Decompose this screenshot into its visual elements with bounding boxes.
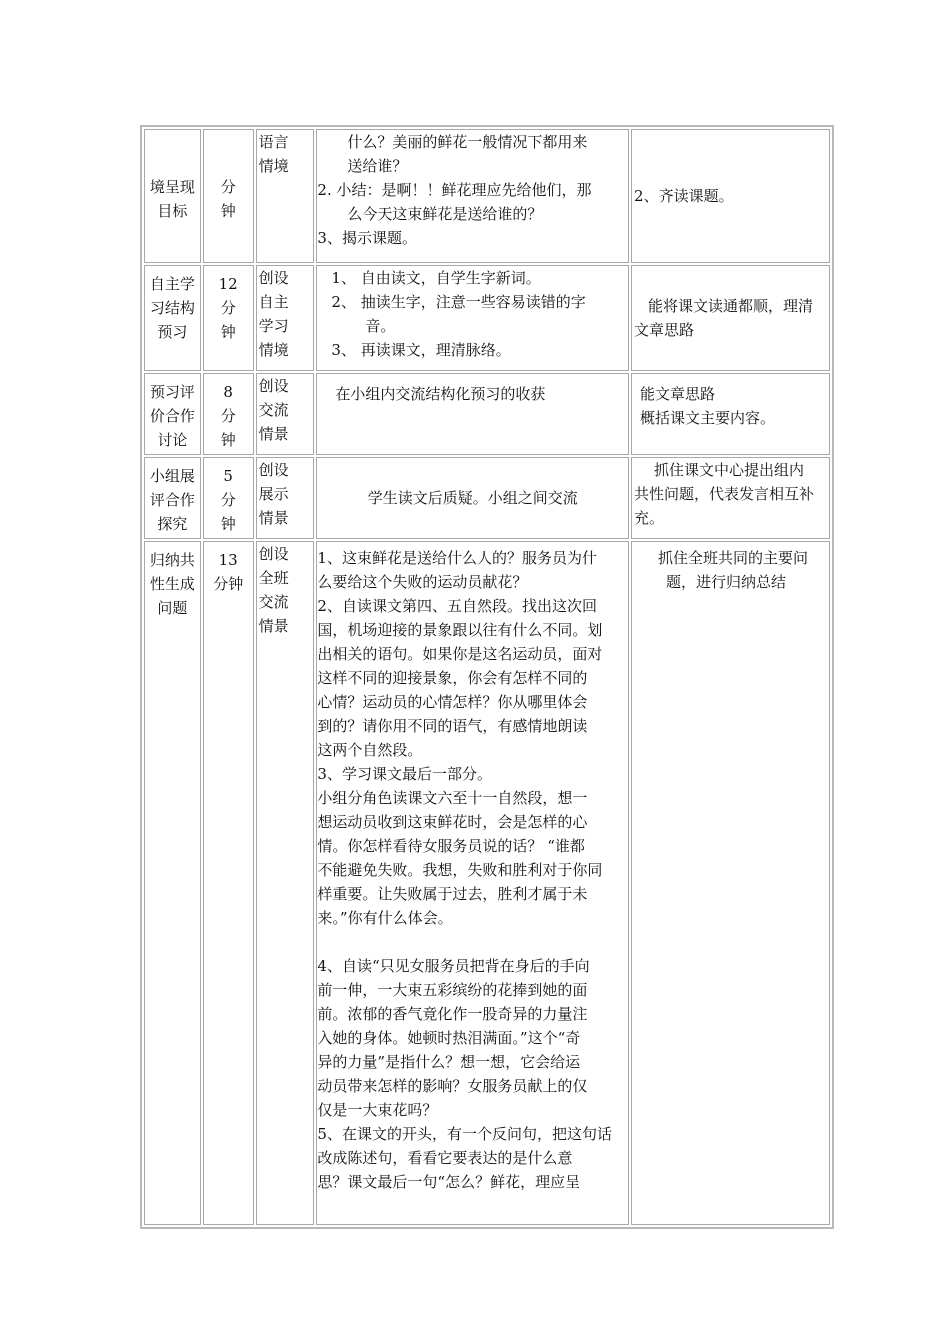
- lesson-plan-table: [140, 125, 834, 1229]
- situation-cell: [256, 265, 315, 371]
- duration-text: 分: [220, 407, 236, 425]
- situation-cell: [256, 457, 315, 539]
- table-row: [144, 265, 830, 371]
- activity-text: 么要给这个失败的运动员献花？: [317, 573, 528, 591]
- activity-text: 在小组内交流结构化预习的收获: [335, 385, 546, 403]
- activity-text: 异的力量”是指什么？想一想，它会给运: [317, 1053, 581, 1071]
- activity-cell: [316, 265, 629, 371]
- activity-text: 1、 自由读文，自学生字新词。: [331, 269, 541, 287]
- duration-text: 分钟: [213, 575, 244, 593]
- situation-text: 展示: [258, 485, 289, 503]
- activity-text: 么今天这束鲜花是送给谁的？: [347, 205, 543, 223]
- table-row: [144, 373, 830, 455]
- situation-cell: [256, 129, 315, 263]
- activity-text: 5、在课文的开头，有一个反问句，把这句话: [317, 1125, 612, 1143]
- duration-text: 分: [220, 491, 236, 509]
- stage-cell: [144, 373, 201, 455]
- stage-text: 问题: [157, 599, 188, 617]
- stage-cell: [144, 541, 201, 1225]
- activity-text: 4、自读“只见女服务员把背在身后的手向: [317, 957, 590, 975]
- activity-text: 学生读文后质疑。小组之间交流: [367, 489, 578, 507]
- stage-text: 习结构: [149, 299, 195, 317]
- activity-text: 2、 抽读生字，注意一些容易读错的字: [331, 293, 586, 311]
- stage-text: 自主学: [149, 275, 195, 293]
- goal-cell: [631, 373, 830, 455]
- duration-cell: [203, 541, 254, 1225]
- situation-text: 创设: [258, 377, 289, 395]
- situation-text: 交流: [258, 401, 289, 419]
- activity-text: 送给谁？: [347, 157, 408, 175]
- activity-text: 这样不同的迎接景象，你会有怎样不同的: [317, 669, 588, 687]
- activity-text: [317, 930, 628, 954]
- situation-text: 全班: [258, 569, 289, 587]
- stage-text: 归纳共: [149, 551, 195, 569]
- goal-text: 概括课文主要内容。: [640, 409, 776, 427]
- table-row: [144, 129, 830, 263]
- activity-text: 国，机场迎接的景象跟以往有什么不同。划: [317, 621, 603, 639]
- goal-cell: [631, 129, 830, 263]
- duration-text: 分: [220, 178, 236, 196]
- duration-text: 钟: [220, 323, 236, 341]
- duration-text: 13: [218, 551, 238, 569]
- stage-text: 探究: [157, 515, 188, 533]
- situation-text: 情景: [258, 425, 289, 443]
- stage-text: 境呈现: [149, 178, 195, 196]
- situation-text: 创设: [258, 269, 289, 287]
- situation-text: 情景: [258, 509, 289, 527]
- situation-text: 创设: [258, 461, 289, 479]
- situation-cell: [256, 541, 315, 1225]
- duration-cell: [203, 373, 254, 455]
- goal-text: 题，进行归纳总结: [666, 573, 787, 591]
- stage-text: 评合作: [149, 491, 195, 509]
- duration-cell: [203, 457, 254, 539]
- activity-text: 心情？运动员的心情怎样？你从哪里体会: [317, 693, 588, 711]
- activity-text: 改成陈述句，看看它要表达的是什么意: [317, 1149, 573, 1167]
- activity-text: 2、自读课文第四、五自然段。找出这次回: [317, 597, 597, 615]
- activity-text: 出相关的语句。如果你是这名运动员，面对: [317, 645, 603, 663]
- activity-cell: [316, 373, 629, 455]
- activity-text: 2. 小结：是啊！！鲜花理应先给他们，那: [317, 181, 592, 199]
- activity-text: 想运动员收到这束鲜花时，会是怎样的心: [317, 813, 588, 831]
- activity-text: 动员带来怎样的影响？女服务员献上的仅: [317, 1077, 588, 1095]
- goal-text: 文章思路: [634, 321, 695, 339]
- activity-text: 音。: [365, 317, 396, 335]
- activity-text: 入她的身体。她顿时热泪满面。”这个“奇: [317, 1029, 581, 1047]
- stage-cell: [144, 457, 201, 539]
- activity-text: 1、这束鲜花是送给什么人的？服务员为什: [317, 549, 597, 567]
- stage-text: 价合作: [149, 407, 195, 425]
- activity-text: 3、揭示课题。: [317, 229, 417, 247]
- situation-text: 情境: [258, 341, 289, 359]
- situation-text: 学习: [258, 317, 289, 335]
- stage-text: 预习评: [149, 383, 195, 401]
- goal-cell: [631, 265, 830, 371]
- activity-text: 不能避免失败。我想，失败和胜利对于你同: [317, 861, 603, 879]
- activity-cell: [316, 129, 629, 263]
- goal-text: 2、齐读课题。: [634, 187, 734, 205]
- duration-text: 钟: [220, 431, 236, 449]
- activity-text: 情。你怎样看待女服务员说的话？ “谁都: [317, 837, 585, 855]
- stage-text: 预习: [157, 323, 188, 341]
- goal-text: 抓住全班共同的主要问: [658, 549, 809, 567]
- duration-text: 12: [218, 275, 238, 293]
- situation-text: 情境: [258, 157, 289, 175]
- goal-text: 抓住课文中心提出组内: [654, 461, 805, 479]
- situation-text: 情景: [258, 617, 289, 635]
- goal-cell: [631, 541, 830, 1225]
- stage-text: 性生成: [149, 575, 195, 593]
- goal-text: 充。: [634, 509, 665, 527]
- table-row: [144, 541, 830, 1225]
- goal-cell: [631, 457, 830, 539]
- activity-text: 前一伸，一大束五彩缤纷的花捧到她的面: [317, 981, 588, 999]
- goal-text: 能将课文读通都顺，理清: [648, 297, 814, 315]
- stage-cell: [144, 265, 201, 371]
- stage-text: 讨论: [157, 431, 188, 449]
- activity-cell: [316, 457, 629, 539]
- duration-text: 钟: [220, 515, 236, 533]
- activity-text: 思？课文最后一句“怎么？鲜花，理应呈: [317, 1173, 581, 1191]
- activity-text: 来。”你有什么体会。: [317, 909, 453, 927]
- goal-text: 共性问题，代表发言相互补: [634, 485, 815, 503]
- duration-text: 5: [223, 467, 233, 485]
- activity-text: 小组分角色读课文六至十一自然段，想一: [317, 789, 588, 807]
- table-row: [144, 457, 830, 539]
- situation-text: 语言: [258, 133, 289, 151]
- duration-text: 分: [220, 299, 236, 317]
- situation-cell: [256, 373, 315, 455]
- stage-cell: [144, 129, 201, 263]
- activity-text: 仅是一大束花吗？: [317, 1101, 438, 1119]
- situation-text: 自主: [258, 293, 289, 311]
- situation-text: 创设: [258, 545, 289, 563]
- situation-text: 交流: [258, 593, 289, 611]
- duration-cell: [203, 129, 254, 263]
- activity-text: 前。浓郁的香气竟化作一股奇异的力量注: [317, 1005, 588, 1023]
- activity-text: 什么？美丽的鲜花一般情况下都用来: [347, 133, 588, 151]
- activity-text: 3、学习课文最后一部分。: [317, 765, 492, 783]
- goal-text: 能文章思路: [640, 385, 716, 403]
- stage-text: 小组展: [149, 467, 195, 485]
- stage-text: 目标: [157, 202, 188, 220]
- activity-cell: [316, 541, 629, 1225]
- duration-text: 8: [223, 383, 233, 401]
- activity-text: 3、 再读课文，理清脉络。: [331, 341, 511, 359]
- activity-text: 样重要。让失败属于过去，胜利才属于未: [317, 885, 588, 903]
- duration-cell: [203, 265, 254, 371]
- duration-text: 钟: [220, 202, 236, 220]
- activity-text: 到的？请你用不同的语气，有感情地朗读: [317, 717, 588, 735]
- activity-text: 这两个自然段。: [317, 741, 423, 759]
